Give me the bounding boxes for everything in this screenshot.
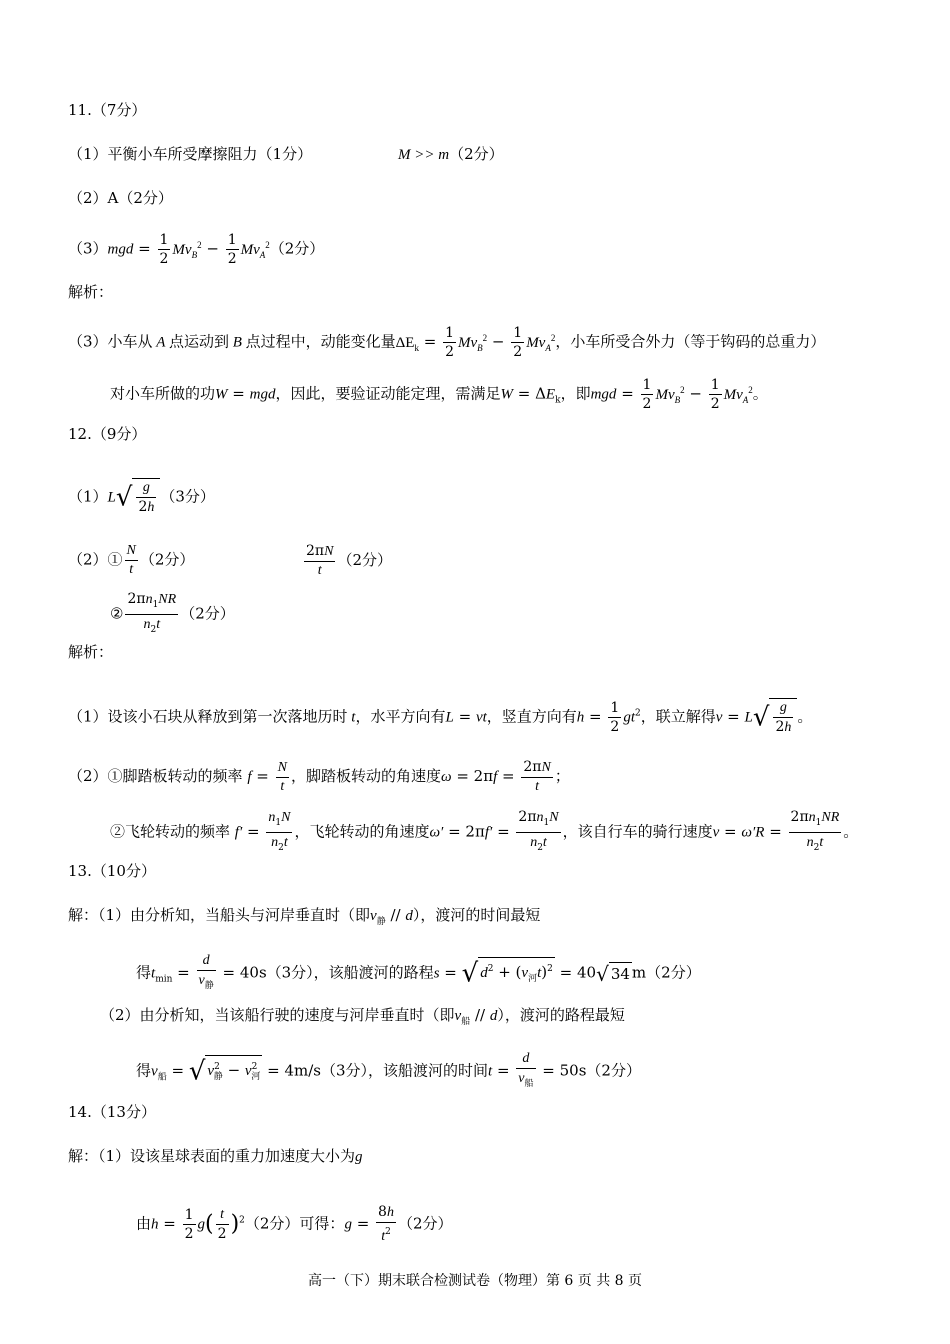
q11-answer-1b: M >> m（2分） — [398, 145, 504, 163]
q14-heading: 14.（13分） — [68, 1103, 156, 1121]
q11-analysis-label: 解析： — [68, 283, 114, 301]
q11-answer-1: （1）平衡小车所受摩擦阻力（1分） — [68, 145, 313, 163]
q12-analysis-line-3: ②飞轮转动的频率 f′ = $\frac{n_1N}{n_2t}$ ，飞轮转动的角速度ω′ = 2πf′ = $\frac{2\pi n_1N}{n_2t}$ ，该自行车的骑行速度v = ω′R = $\frac{2\pi n_1NR}{n_2t}$ 。 — [110, 809, 859, 853]
q13-solution-1: 解：（1）由分析知，当船头与河岸垂直时（即$v_静 // d$），渡河的时间最短 — [68, 906, 541, 927]
q11-analysis-line-2: 对小车所做的功W = mgd，因此，要验证动能定理，需满足$W = \Delta E_k$，即mgd = $\frac{1}{2}$ $Mv_B^2$ − $\frac{1}{2}$ $Mv_A^2$。 — [110, 377, 768, 412]
q12-analysis-line-2: （2）①脚踏板转动的频率 f = $\frac{N}{t}$ ，脚踏板转动的角速度ω = 2πf = $\frac{2\pi N}{t}$ ； — [68, 759, 570, 794]
q11-answer-2: （2）A（2分） — [68, 189, 173, 207]
page-footer: 高一（下）期末联合检测试卷（物理）第 6 页 共 8 页 — [307, 1273, 643, 1289]
q12-answer-2c: ② $\frac{2\pi n_1NR}{n_2t}$ （2分） — [110, 591, 235, 635]
q12-analysis-line-1: （1）设该小石块从释放到第一次落地历时 t，水平方向有L = vt，竖直方向有h = $\frac{1}{2}$ $gt^2$，联立解得v = L√ $\frac{g}{2h}$ 。 — [68, 700, 813, 735]
q13-heading: 13.（10分） — [68, 862, 156, 880]
q11-answer-3: （3）mgd = $\frac{1}{2}$ $Mv_B^2$ − $\frac{1}{2}$ $Mv_A^2(2$分） — [68, 232, 325, 267]
q13-solution-2-calc: 得$v_船$ = √ $v^2_静 - v^2_河 = 4m/s(3$分），该船渡河的时间t = $\frac{d}{v_船}$ = 50s（2分） — [136, 1051, 641, 1089]
q12-answer-2: （2）① $\frac{N}{t}$ （2分） — [68, 543, 195, 577]
q12-answer-1: （1）L√ $\frac{g}{2h}$ （3分） — [68, 480, 215, 515]
q14-solution-1-calc: 由h = $\frac{1}{2}$ g( $\frac{t}{2}$ )$^2$（2分）可得：g = $\frac{8h}{t^2}$ （2分） — [136, 1204, 453, 1244]
q13-solution-2: （2）由分析知，当该船行驶的速度与河岸垂直时（即$v_船 // d$），渡河的路程最短 — [100, 1006, 625, 1027]
q13-solution-1-calc: 得$t_{min}$ = $\frac{d}{v_静}$ = 40s（3分），该船渡河的路程s = √ $d^2 + (v_河t)^2 = 40√$ 34 m（2分） — [136, 953, 701, 991]
q14-solution-1: 解：（1）设该星球表面的重力加速度大小为g — [68, 1147, 363, 1165]
q12-heading: 12.（9分） — [68, 425, 147, 443]
q11-analysis-line-1: （3）小车从 A 点运动到 B 点过程中，动能变化量$\Delta E_k$ = $\frac{1}{2}$ $Mv_B^2$ − $\frac{1}{2}$ $Mv_A^2$，小车所受合外力（等于钩码的总重力） — [68, 325, 826, 360]
q12-answer-2b: $\frac{2\pi N}{t}$ （2分） — [306, 543, 392, 578]
q12-analysis-label: 解析： — [68, 643, 114, 661]
q11-heading: 11.（7分） — [68, 101, 147, 119]
